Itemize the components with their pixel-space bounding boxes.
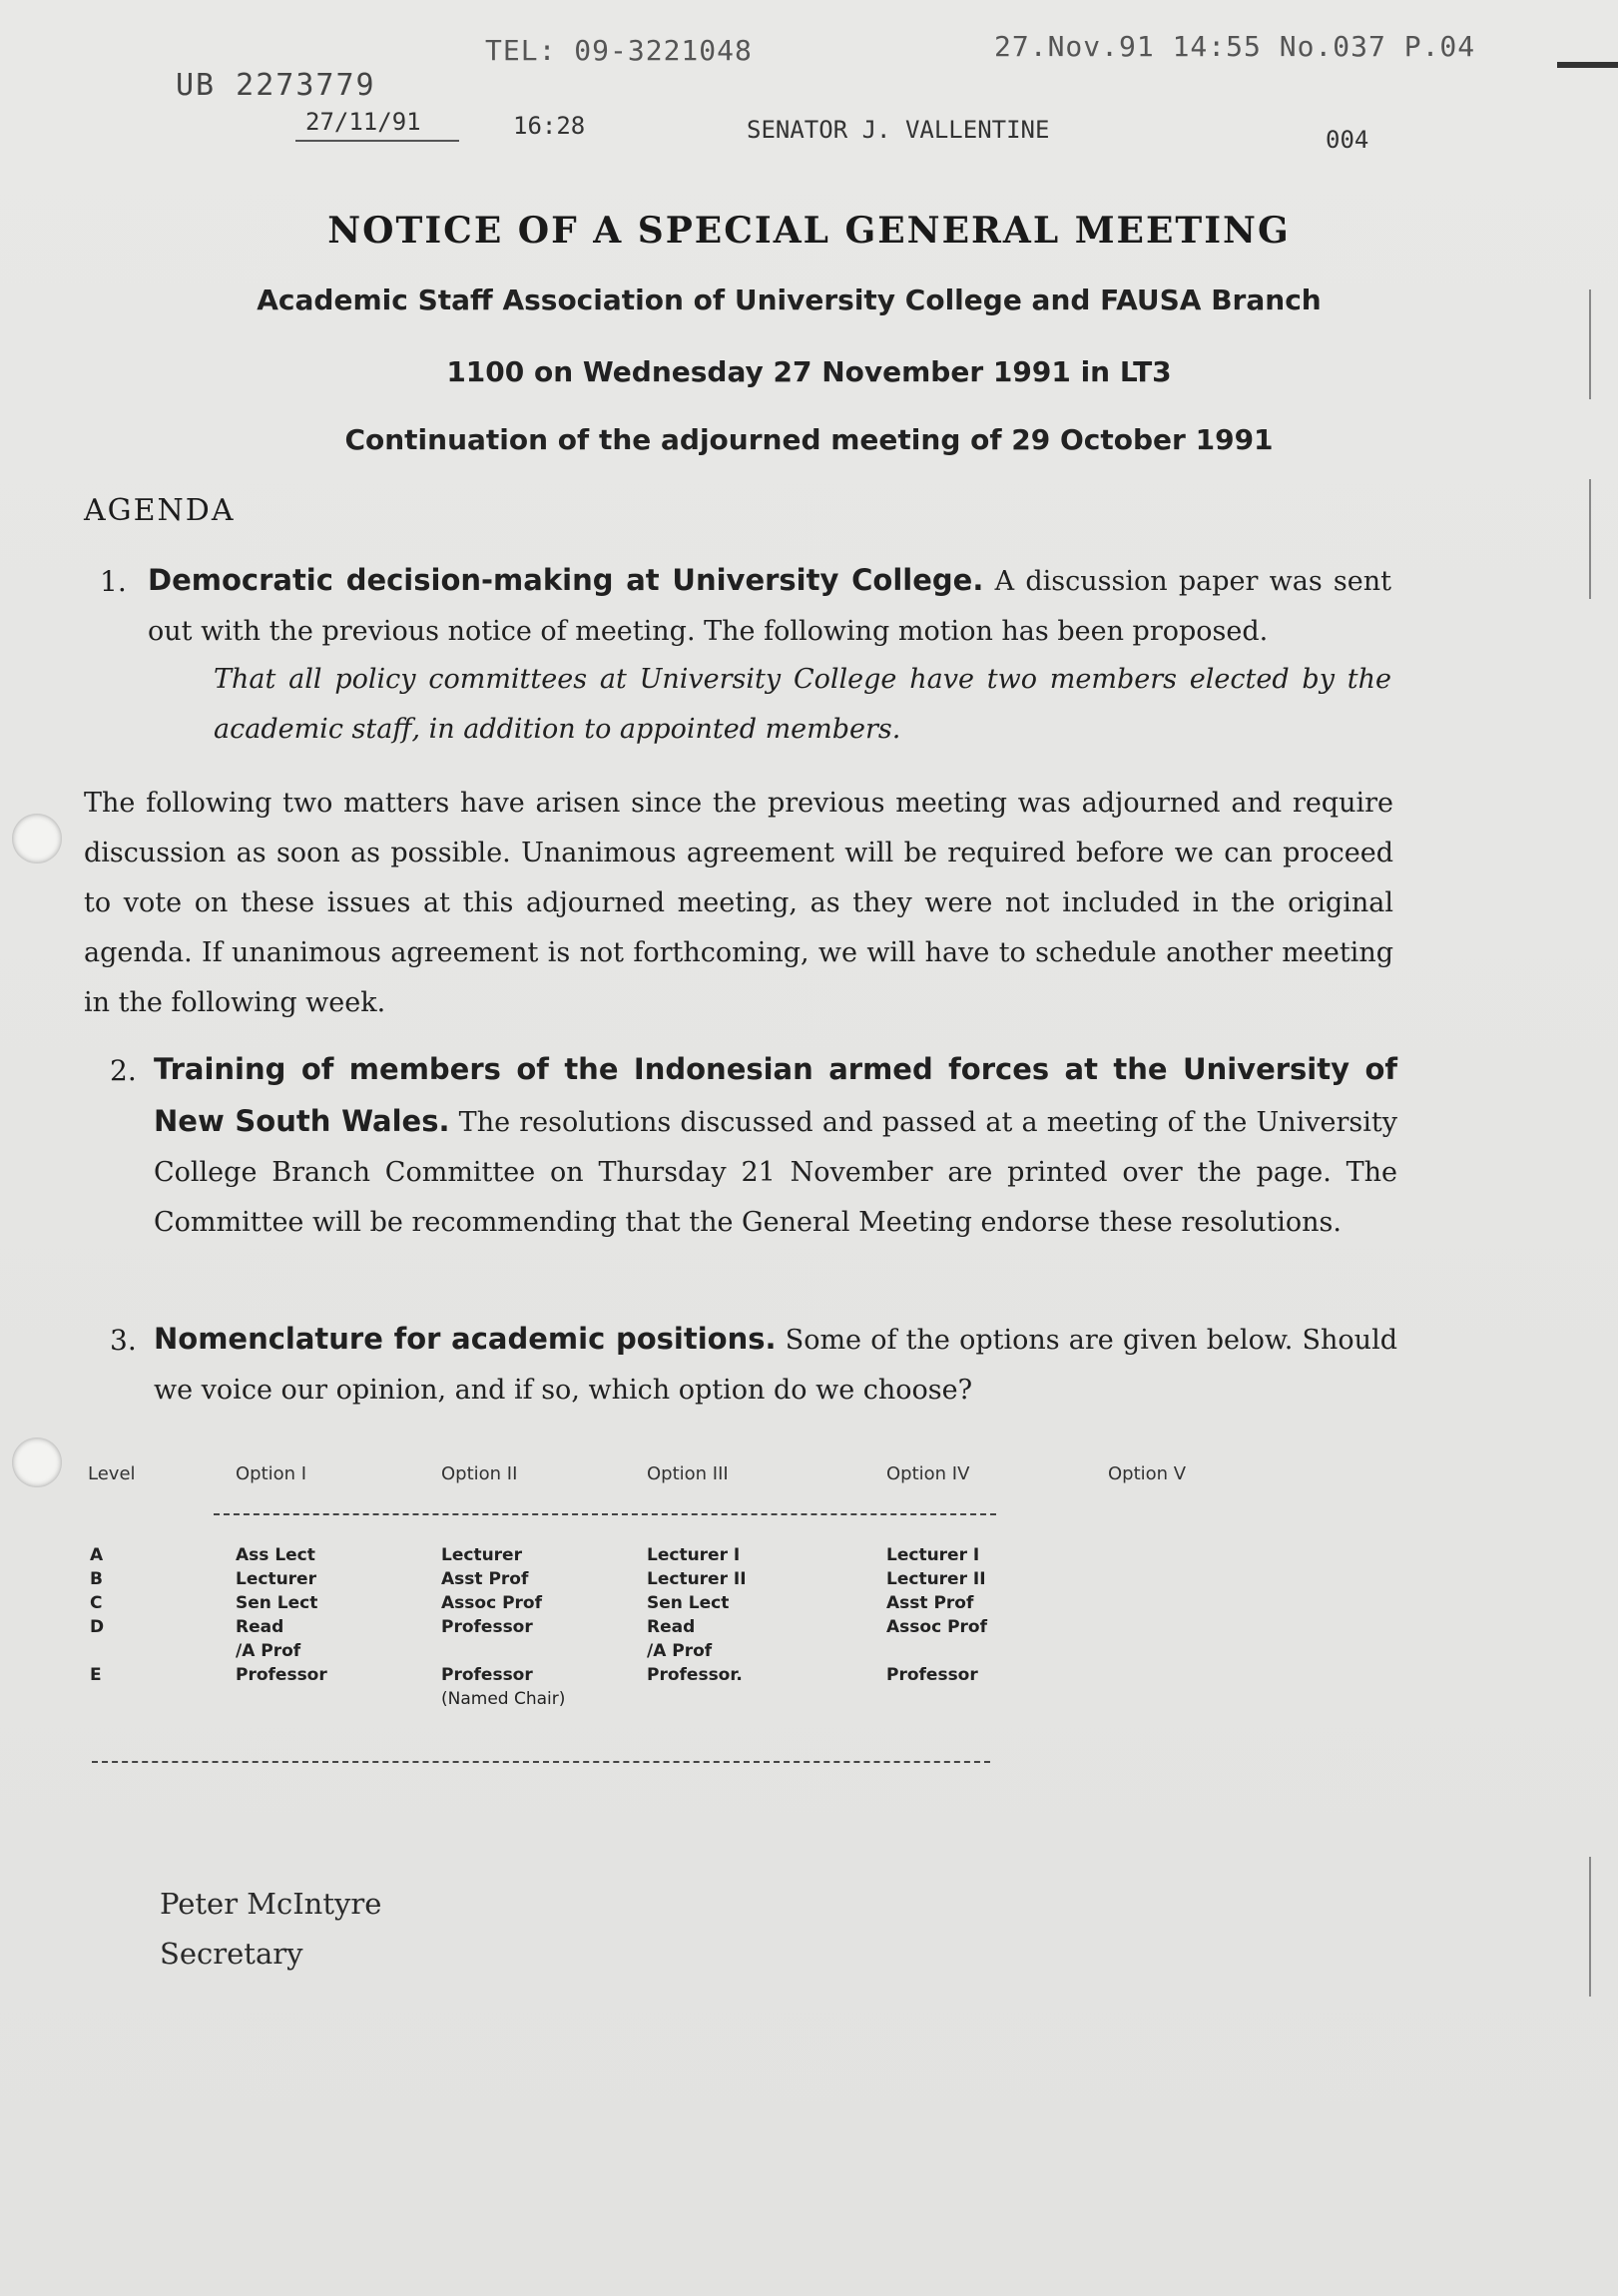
item1-body: A discussion paper was sent out with the previous notice of meeting. The following motion has been proposed. [148,566,1391,647]
continuation-line: Continuation of the adjourned meeting of 29 October 1991 [344,423,1274,456]
agenda-label: AGENDA [84,493,236,528]
item1-motion: That all policy committees at University College have two members elected by the academic staff, in addition to appointed members. [214,664,1391,745]
option-1-cell: Professor [236,1665,327,1685]
level-b: B [90,1569,103,1589]
date-underline [295,140,459,142]
document-title: NOTICE OF A SPECIAL GENERAL MEETING [327,210,1291,252]
item2-number: 2. [110,1054,137,1087]
header-option-4: Option IV [886,1463,970,1484]
header-option-5: Option V [1108,1463,1187,1484]
option-2-cell: Asst Prof [441,1569,529,1589]
fax-time: 16:28 [513,112,586,140]
item2-body: The resolutions discussed and passed at a meeting of the University College Branch Committee on Thursday 21 November are printed over the page. The Committee will be recommending that the General Meeting endorse these resolutions. [154,1107,1398,1238]
option-3-cell: Sen Lect [647,1593,730,1613]
option-2-cell [441,1639,565,1663]
header-option-2: Option II [441,1463,518,1484]
option-3-cell: /A Prof [647,1641,713,1661]
option-3-cell: Lecturer II [647,1569,747,1589]
fax-sender: SENATOR J. VALLENTINE [747,116,1050,144]
level-a: A [90,1545,104,1565]
header-option-1: Option I [236,1463,307,1484]
option-3-cell: Professor. [647,1665,743,1685]
level-c: C [90,1593,103,1613]
option-3-cell: Lecturer I [647,1545,741,1565]
option-2-column [441,1543,565,1711]
option-3-cell: Read [647,1617,696,1637]
option-4-cell: Lecturer II [886,1569,986,1589]
association-line: Academic Staff Association of University College and FAUSA Branch [257,284,1322,316]
handwritten-number: UB 2273779 [176,68,376,103]
fax-page-code: 004 [1326,126,1369,154]
table-top-rule [214,1513,996,1515]
item1-number: 1. [100,565,127,598]
level-blank [90,1639,104,1663]
fax-edge-bar [1557,62,1618,68]
item1-text [148,555,1391,657]
option-2-cell: Assoc Prof [441,1593,542,1613]
fax-timestamp: 27.Nov.91 14:55 No.037 P.04 [994,30,1476,63]
item2-text [154,1044,1397,1248]
signatory-role: Secretary [160,1937,303,1971]
option-1-cell: Sen Lect [236,1593,318,1613]
option-4-column [886,1543,987,1687]
header-option-3: Option III [647,1463,729,1484]
option-3-column [647,1543,747,1687]
right-edge-mark-3 [1589,1857,1591,1997]
item1-heading: Democratic decision-making at University College. [148,563,984,597]
level-e: E [90,1665,102,1685]
header-level: Level [88,1463,136,1484]
table-bottom-rule [92,1761,990,1763]
option-2-cell: (Named Chair) [441,1689,566,1709]
option-1-cell: Read [236,1617,284,1637]
option-1-cell: /A Prof [236,1641,301,1661]
item3-body: Some of the options are given below. Should we voice our opinion, and if so, which option do we choose? [154,1325,1397,1406]
option-2-cell: Professor [441,1665,533,1685]
right-edge-mark-2 [1589,479,1591,599]
option-1-cell: Lecturer [236,1569,316,1589]
option-4-cell: Assoc Prof [886,1617,987,1637]
item3-text [154,1314,1397,1416]
option-2-cell: Professor [441,1617,533,1637]
option-4-cell: Asst Prof [886,1593,974,1613]
level-column [90,1543,104,1687]
option-4-cell: Lecturer I [886,1545,980,1565]
signatory-name: Peter McIntyre [160,1887,382,1921]
interlude-paragraph: The following two matters have arisen since the previous meeting was adjourned and require discussion as soon as possible. Unanimous agreement will be required before we can proceed to vote on these issues at this adjourned meeting, as they were not included in the original agenda. If unanimous agreement is not forthcoming, we will have to schedule another meeting in the following week. [84,788,1393,1018]
level-d: D [90,1617,105,1637]
item2-heading: Training of members of the Indonesian armed forces at the University of New South Wales. [154,1052,1397,1138]
fax-tel: TEL: 09-3221048 [485,34,753,67]
item3-heading: Nomenclature for academic positions. [154,1322,777,1356]
option-4-cell: Professor [886,1665,978,1685]
punch-hole-top [12,814,62,863]
meeting-time-line: 1100 on Wednesday 27 November 1991 in LT3 [446,355,1172,388]
punch-hole-bottom [12,1437,62,1487]
option-2-cell: Lecturer [441,1545,522,1565]
fax-date: 27/11/91 [305,108,421,136]
option-1-column [236,1543,327,1687]
option-1-cell: Ass Lect [236,1545,315,1565]
item3-number: 3. [110,1324,137,1357]
option-4-cell [886,1639,987,1663]
